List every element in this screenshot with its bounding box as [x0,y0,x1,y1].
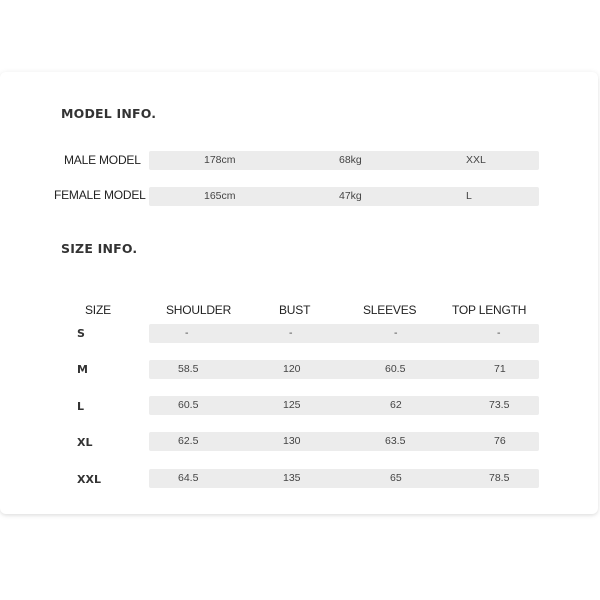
model-info-title: MODEL INFO. [61,106,157,121]
shoulder-value: 64.5 [178,472,199,484]
sleeves-value: 60.5 [385,363,406,375]
size-label: M [77,363,88,376]
model-bar [149,151,539,170]
model-size: L [466,190,472,202]
shoulder-value: - [185,327,189,339]
model-label: MALE MODEL [64,153,141,167]
top-length-value: 78.5 [489,472,510,484]
top-length-value: 76 [494,435,506,447]
header-shoulder: SHOULDER [166,303,232,317]
size-bar [149,324,539,343]
model-height: 178cm [204,154,236,166]
sleeves-value: - [394,327,398,339]
bust-value: 120 [283,363,301,375]
sleeves-value: 63.5 [385,435,406,447]
size-info-title: SIZE INFO. [61,241,138,256]
bust-value: 135 [283,472,301,484]
shoulder-value: 60.5 [178,399,199,411]
size-bar [149,469,539,488]
model-bar [149,187,539,206]
model-size: XXL [466,154,486,166]
size-bar [149,360,539,379]
top-length-value: 73.5 [489,399,510,411]
model-height: 165cm [204,190,236,202]
header-sleeves: SLEEVES [363,303,417,317]
size-label: XXL [77,473,101,486]
sleeves-value: 62 [390,399,402,411]
bust-value: 125 [283,399,301,411]
header-bust: BUST [279,303,311,317]
header-top-length: TOP LENGTH [452,303,527,317]
size-bar [149,396,539,415]
bust-value: 130 [283,435,301,447]
shoulder-value: 62.5 [178,435,199,447]
shoulder-value: 58.5 [178,363,199,375]
size-label: S [77,327,85,340]
size-bar [149,432,539,451]
model-label: FEMALE MODEL [54,188,146,202]
size-label: L [77,400,85,413]
bust-value: - [289,327,293,339]
model-weight: 47kg [339,190,362,202]
top-length-value: - [497,327,501,339]
header-size: SIZE [85,303,111,317]
top-length-value: 71 [494,363,506,375]
sleeves-value: 65 [390,472,402,484]
model-weight: 68kg [339,154,362,166]
size-label: XL [77,436,93,449]
